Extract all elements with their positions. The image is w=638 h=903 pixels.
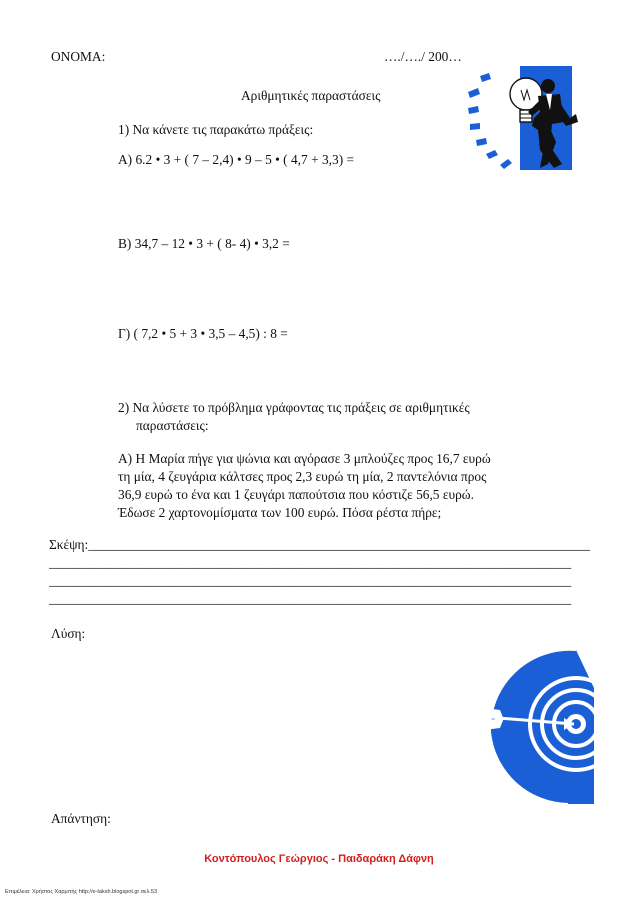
- lightbulb-thinker-icon: [466, 60, 590, 178]
- problem-line: 36,9 ευρώ το ένα και 1 ζευγάρι παπούτσια που κόστιζε 56,5 ευρώ.: [118, 487, 474, 502]
- answer-label: Απάντηση:: [51, 811, 111, 826]
- answer-line: ______________________________________________________________________________: [49, 555, 572, 570]
- answer-line: ______________________________________________________________________________: [49, 573, 572, 588]
- problem-line: Έδωσε 2 χαρτονομίσματα των 100 ευρώ. Πόσα ρέστα πήρε;: [118, 505, 442, 520]
- date-field: …./…./ 200…: [384, 49, 462, 64]
- target-arrow-icon: [470, 648, 594, 804]
- exercise-b: Β) 34,7 – 12 • 3 + ( 8- 4) • 3,2 =: [118, 236, 290, 251]
- question-2-text: 2) Να λύσετε το πρόβλημα γράφοντας τις πράξεις σε αριθμητικές: [118, 400, 470, 415]
- problem-line: Α) Η Μαρία πήγε για ψώνια και αγόρασε 3 μπλούζες προς 16,7 ευρώ: [118, 451, 491, 466]
- question-1-text: 1) Να κάνετε τις παρακάτω πράξεις:: [118, 122, 314, 137]
- problem-line: τη μία, 4 ζευγάρια κάλτσες προς 2,3 ευρώ τη μία, 2 παντελόνια προς: [118, 469, 487, 484]
- think-line: Σκέψη:___________________________________________________________________________: [49, 537, 590, 552]
- authors: Κοντόπουλος Γεώργιος - Παιδαράκη Δάφνη: [204, 853, 434, 865]
- footer-credit: Επιμέλεια: Χρήστος Χαρμπής http://e-taksh.blogspot.gr σελ.53: [5, 889, 158, 895]
- page-title: Αριθμητικές παραστάσεις: [241, 88, 381, 103]
- answer-line: ______________________________________________________________________________: [49, 591, 572, 606]
- question-2-text-cont: παραστάσεις:: [136, 418, 209, 433]
- exercise-c: Γ) ( 7,2 • 5 + 3 • 3,5 – 4,5) : 8 =: [118, 326, 288, 341]
- solution-label: Λύση:: [51, 626, 86, 641]
- name-label: ΟΝΟΜΑ:: [51, 49, 106, 64]
- exercise-a: Α) 6.2 • 3 + ( 7 – 2,4) • 9 – 5 • ( 4,7 + 3,3) =: [118, 152, 355, 167]
